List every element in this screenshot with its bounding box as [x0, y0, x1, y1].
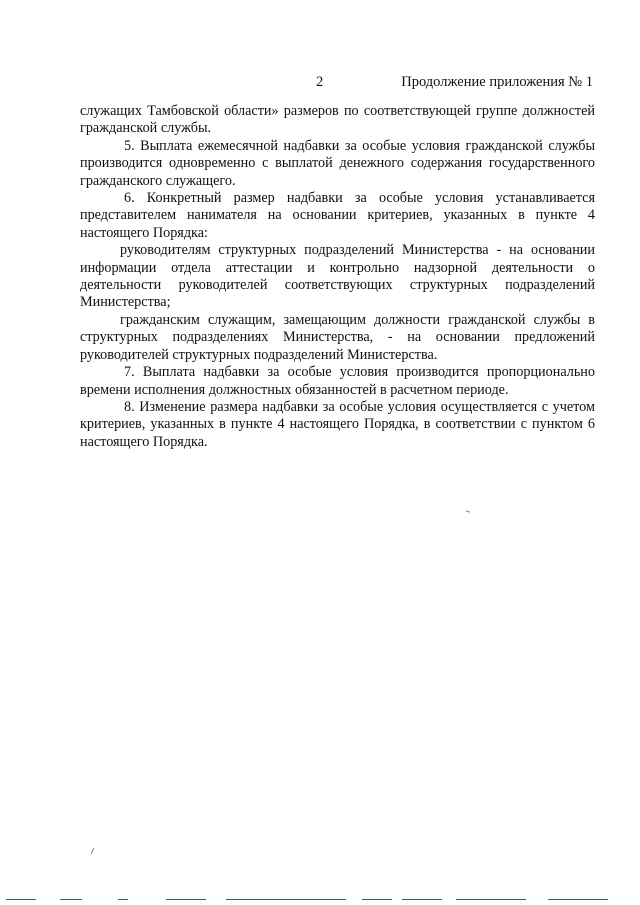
paragraph-heads-of-divisions: руководителям структурных подразделений Министерства - на основании информации отдела аттестации и контрольно надзорной деятельности о деятельности руководителей соответствующих структурных подразделений Министерства; [80, 242, 595, 311]
appendix-continuation-label: Продолжение приложения № 1 [401, 74, 593, 90]
page-header [0, 74, 640, 94]
paragraph-item-5: 5. Выплата ежемесячной надбавки за особые условия гражданской службы производится одновременно с выплатой денежного содержания государственного гражданского служащего. [80, 137, 595, 189]
paragraph-civil-servants: гражданским служащим, замещающим должности гражданской службы в структурных подразделениях Министерства, - на основании предложений руководителей структурных подразделений Министерства. [80, 311, 595, 363]
page-number: 2 [316, 74, 324, 90]
document-body [80, 103, 595, 451]
scan-speck [466, 510, 470, 512]
paragraph-item-7: 7. Выплата надбавки за особые условия производится пропорционально времени исполнения должностных обязанностей в расчетном периоде. [80, 364, 595, 398]
page-bottom-rule [0, 895, 640, 905]
paragraph-continuation: служащих Тамбовской области» размеров по соответствующей группе должностей гражданской службы. [80, 103, 595, 137]
scan-speck [91, 848, 94, 854]
paragraph-item-8: 8. Изменение размера надбавки за особые условия осуществляется с учетом критериев, указанных в пункте 4 настоящего Порядка, в соответствии с пунктом 6 настоящего Порядка. [80, 398, 595, 450]
paragraph-item-6: 6. Конкретный размер надбавки за особые условия устанавливается представителем нанимателя на основании критериев, указанных в пункте 4 настоящего Порядка: [80, 190, 595, 241]
